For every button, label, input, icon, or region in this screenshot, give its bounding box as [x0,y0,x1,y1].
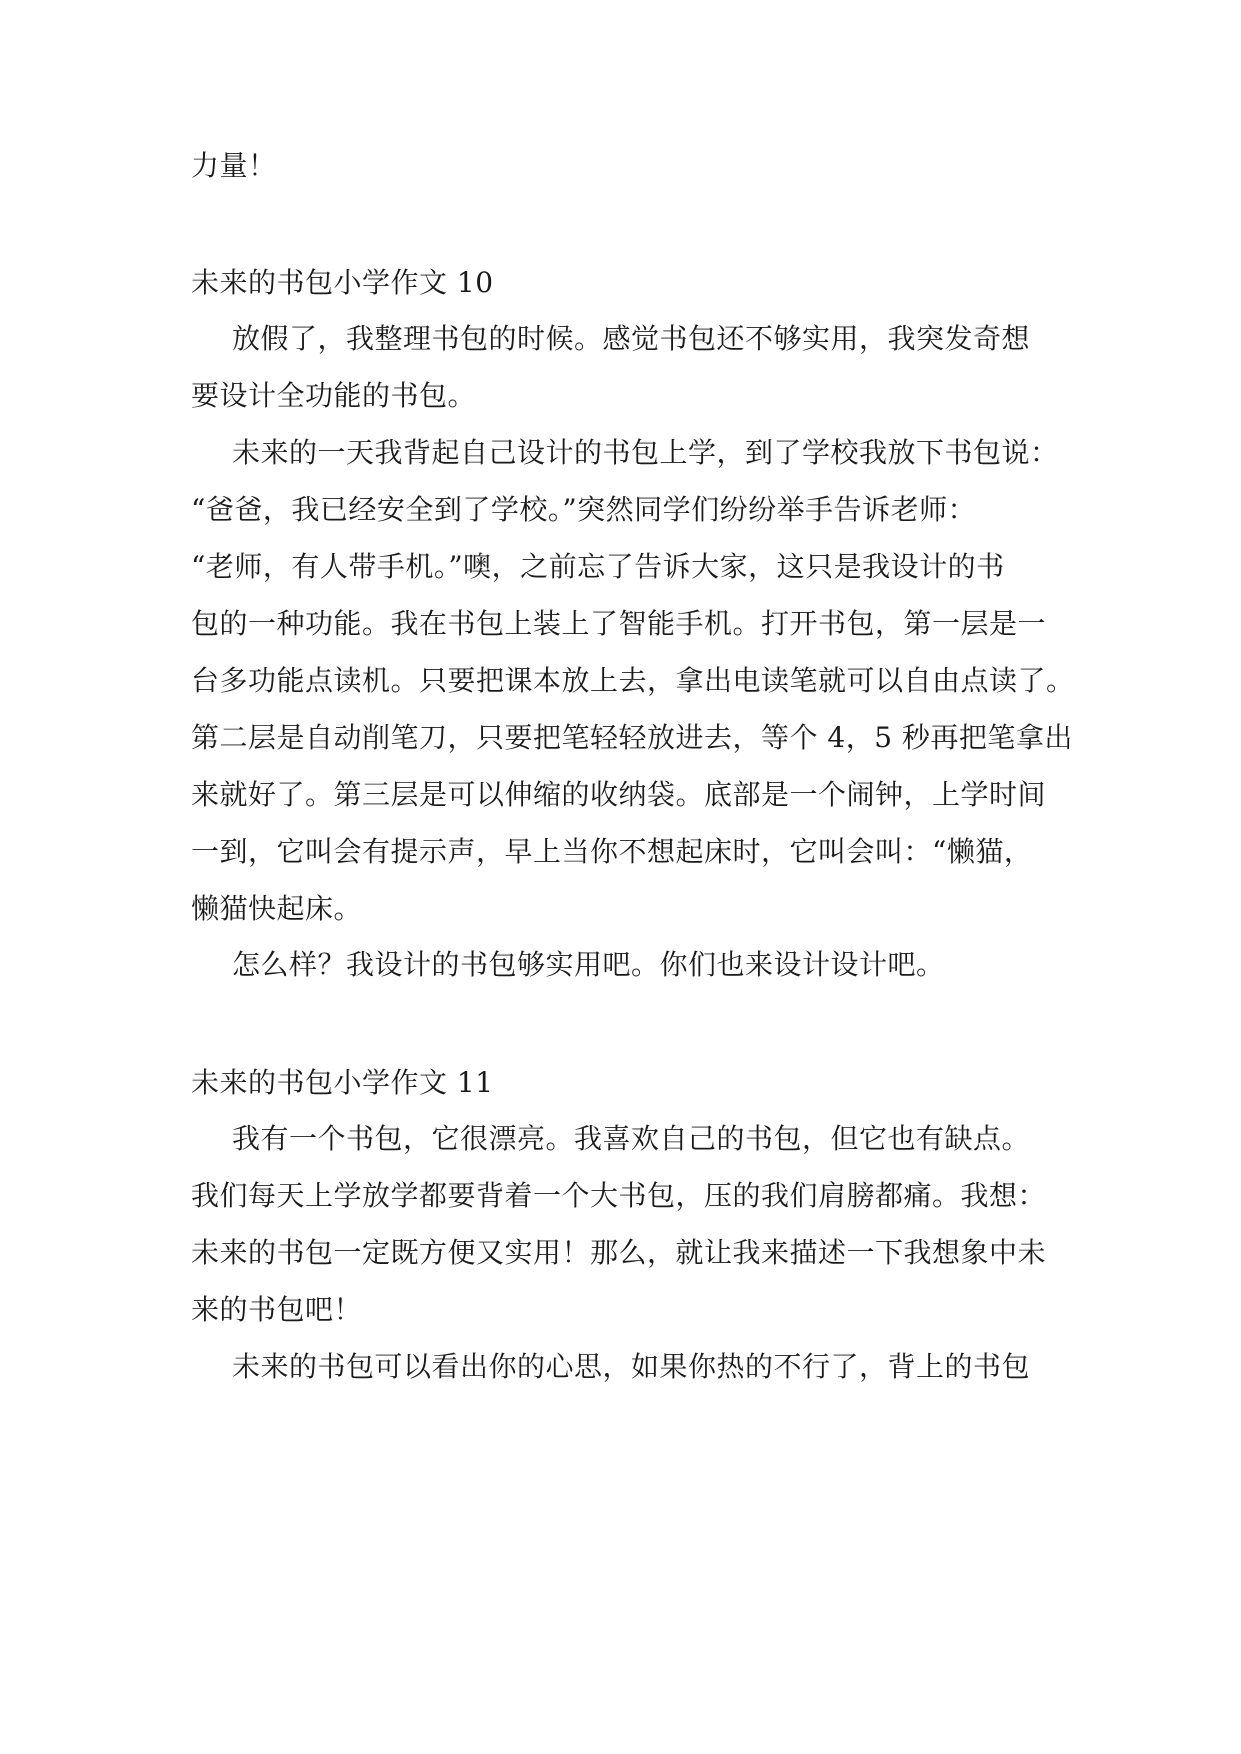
paragraph-line: 放假了，我整理书包的时候。感觉书包还不够实用，我突发奇想 [232,322,1031,355]
paragraph-line: 我有一个书包，它很漂亮。我喜欢自己的书包，但它也有缺点。 [232,1122,1031,1155]
paragraph-line: 来就好了。第三层是可以伸缩的收纳袋。底部是一个闹钟，上学时间 [191,778,1047,811]
paragraph-line: 懒猫快起床。 [191,892,363,925]
paragraph-line: 我们每天上学放学都要背着一个大书包，压的我们肩膀都痛。我想： [191,1179,1047,1212]
paragraph-line: 未来的书包一定既方便又实用！那么，就让我来描述一下我想象中未 [191,1236,1047,1269]
paragraph-line: “老师，有人带手机。”噢，之前忘了告诉大家，这只是我设计的书 [191,550,1005,583]
paragraph-line: 第二层是自动削笔刀，只要把笔轻轻放进去，等个 4，5 秒再把笔拿出 [191,721,1073,754]
paragraph-line: 未来的书包可以看出你的心思，如果你热的不行了，背上的书包 [232,1350,1031,1383]
paragraph-line: 台多功能点读机。只要把课本放上去，拿出电读笔就可以自由点读了。 [191,664,1075,697]
section-title: 未来的书包小学作文 11 [191,1066,494,1099]
paragraph-line: “爸爸，我已经安全到了学校。”突然同学们纷纷举手告诉老师： [191,493,977,526]
paragraph-line: 来的书包吧！ [191,1293,363,1326]
paragraph-line: 怎么样？我设计的书包够实用吧。你们也来设计设计吧。 [232,948,945,981]
paragraph-line: 未来的一天我背起自己设计的书包上学，到了学校我放下书包说： [232,436,1059,469]
paragraph-line: 力量！ [191,149,277,182]
paragraph-line: 一到，它叫会有提示声，早上当你不想起床时，它叫会叫：“懒猫， [191,835,1033,868]
paragraph-line: 要设计全功能的书包。 [191,379,477,412]
paragraph-line: 包的一种功能。我在书包上装上了智能手机。打开书包，第一层是一 [191,607,1047,640]
section-title: 未来的书包小学作文 10 [191,266,494,299]
